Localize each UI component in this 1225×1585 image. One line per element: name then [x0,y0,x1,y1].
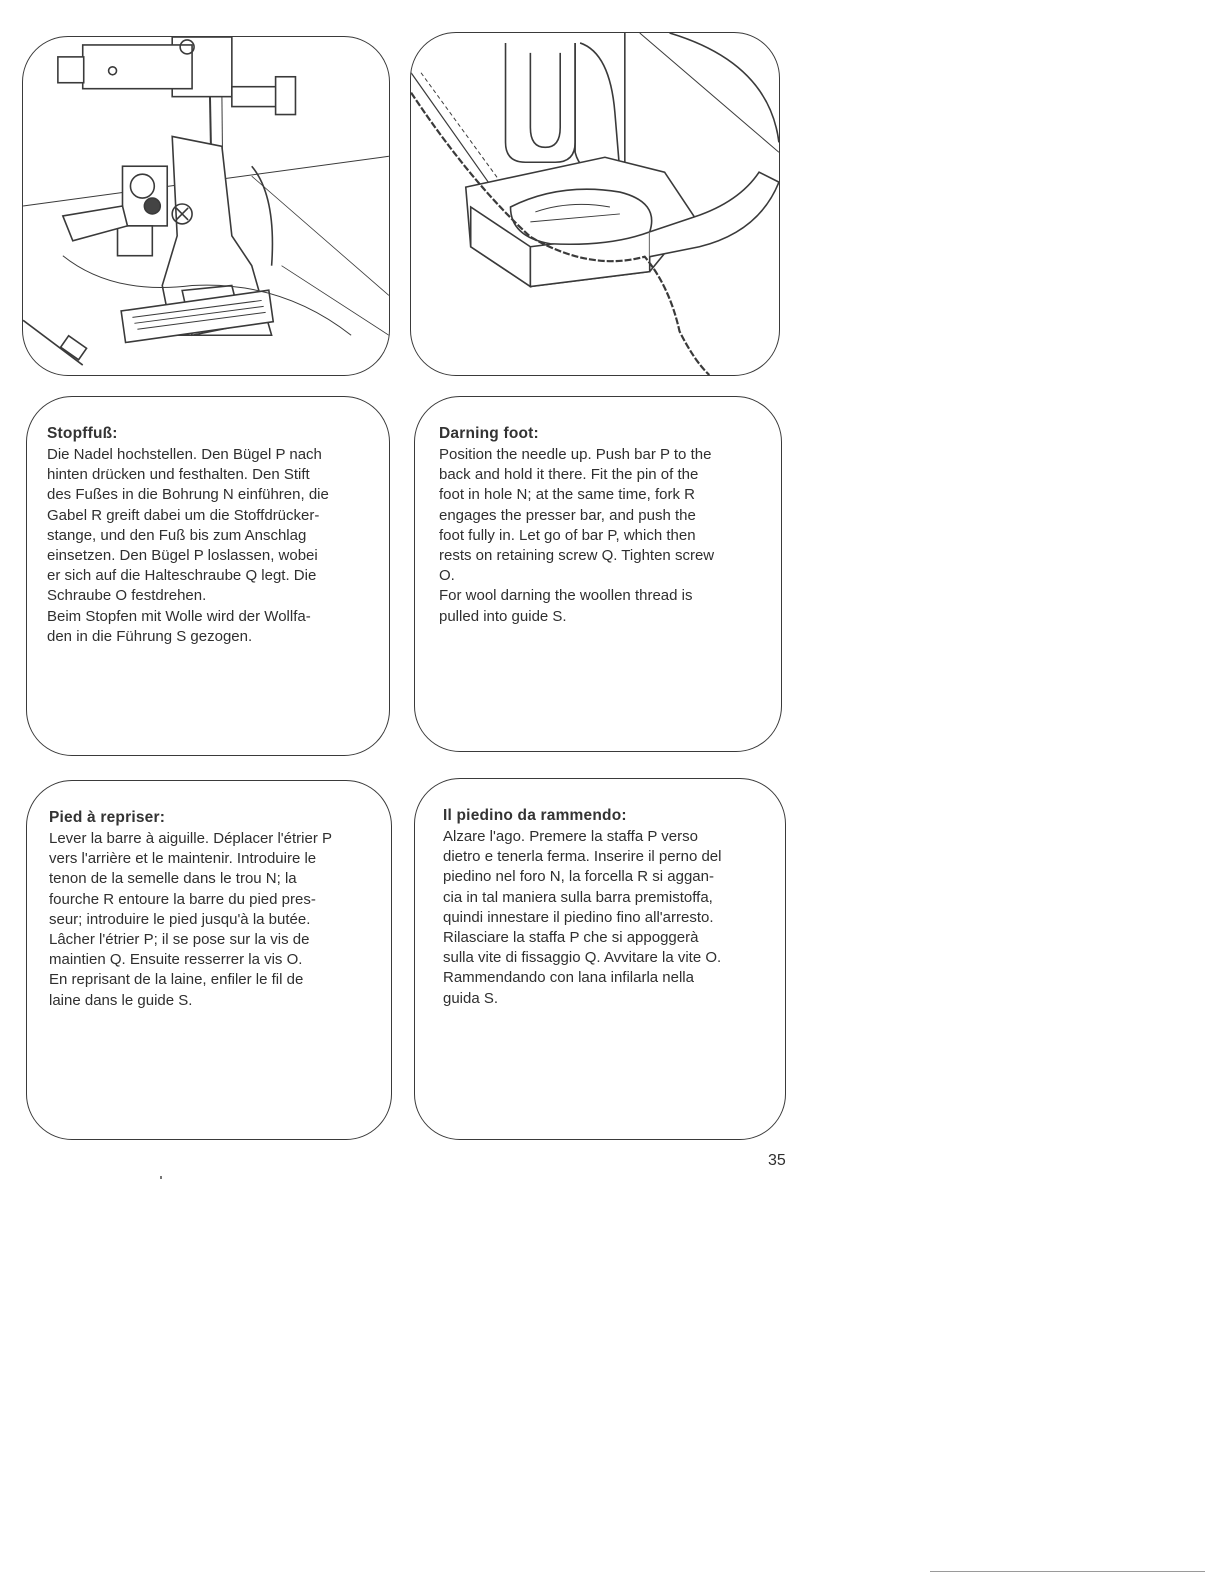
italian-body: Alzare l'ago. Premere la staffa P verso dietro e tenerla ferma. Inserire il perno del piedino nel foro N, la forcella R si aggan- cia in tal maniera sulla barra premistoffa, quindi innestare il piedino fino all'arresto. Rilasciare la staffa P che si appoggerà sulla vite di fissaggio Q. Avvitare la vite O. Rammendando con lana infilarla nella guida S. [443,828,722,1007]
german-body: Die Nadel hochstellen. Den Bügel P nach hinten drücken und festhalten. Den Stift des Fußes in die Bohrung N einführen, die Gabel R greift dabei um die Stoffdrücker- stange, und den Fuß bis zum Anschlag einsetzen. Den Bügel P loslassen, wobei er sich auf die Halteschraube Q legt. Die Schraube O festdrehen. Beim Stopfen mit Wolle wird der Wollfa- den in die Führung S gezogen. [47,446,329,645]
scan-artifact-line [930,1571,1205,1572]
page-number: 35 [768,1152,786,1169]
french-instructions-panel [26,780,392,1140]
darning-foot-wool-guide-illustration [411,33,779,375]
darning-foot-on-machine-illustration [22,36,390,376]
italian-title: Il piedino da rammendo: [443,807,627,824]
english-body: Position the needle up. Push bar P to the back and hold it there. Fit the pin of the foot in hole N; at the same time, fork R engages the presser bar, and push the foot fully in. Let go of bar P, which then rests on retaining screw Q. Tighten screw O. For wool darning the woollen thread is pulled into guide S. [439,446,715,625]
french-title: Pied à repriser: [49,809,166,826]
german-instructions-panel [26,396,390,756]
french-body: Lever la barre à aiguille. Déplacer l'étrier P vers l'arrière et le maintenir. Introduire le tenon de la semelle dans le trou N; la fourche R entoure la barre du pied pres- seur; introduire le pied jusqu'à la butée. Lâcher l'étrier P; il se pose sur la vis de maintien Q. Ensuite resserrer la vis O. En reprisant de la laine, enfiler le fil de laine dans le guide S. [49,830,333,1009]
english-instructions-panel [414,396,782,752]
english-title: Darning foot: [439,425,539,442]
darning-foot-guide-closeup-illustration [410,32,780,376]
sewing-machine-darning-foot-illustration [23,37,389,375]
italian-instructions-panel [414,778,786,1140]
scan-artifact-dot [160,1176,162,1179]
german-title: Stopffuß: [47,425,118,442]
